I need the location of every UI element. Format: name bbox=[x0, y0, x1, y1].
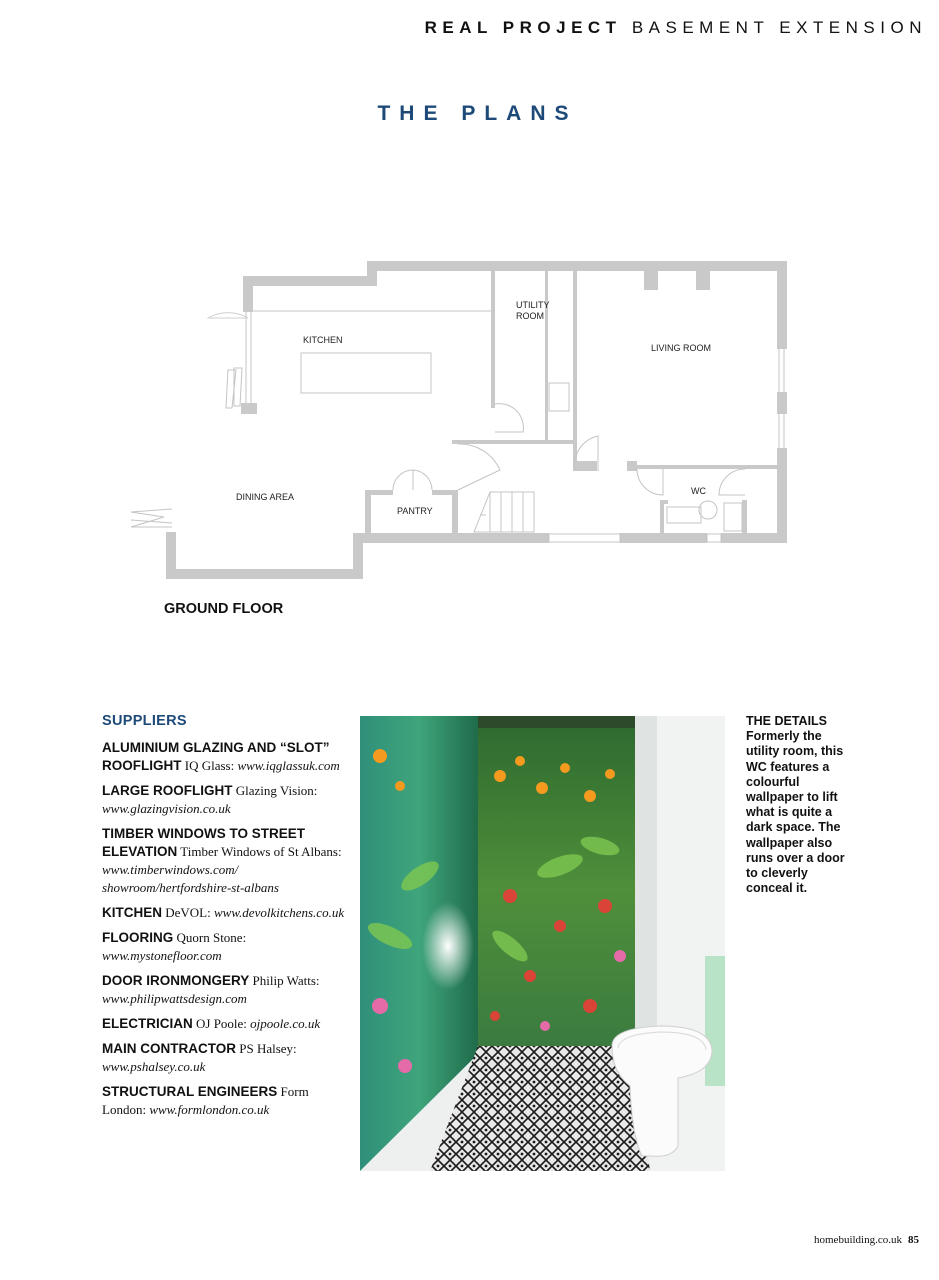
supplier-entry bbox=[102, 1015, 350, 1033]
supplier-company: Glazing Vision: bbox=[235, 783, 318, 798]
wc-photo bbox=[360, 716, 725, 1171]
supplier-company: PS Halsey: bbox=[239, 1041, 297, 1056]
supplier-item: FLOORING bbox=[102, 930, 174, 945]
supplier-entry bbox=[102, 1083, 350, 1119]
supplier-url: www.philipwattsdesign.com bbox=[102, 991, 247, 1006]
supplier-url: www.mystonefloor.com bbox=[102, 948, 222, 963]
supplier-url: www.iqglassuk.com bbox=[237, 758, 340, 773]
supplier-url: www.glazingvision.co.uk bbox=[102, 801, 231, 816]
details-caption bbox=[746, 714, 856, 896]
supplier-item: MAIN CONTRACTOR bbox=[102, 1041, 236, 1056]
supplier-url: www.devolkitchens.co.uk bbox=[214, 905, 345, 920]
floor-label: GROUND FLOOR bbox=[164, 601, 284, 617]
supplier-entry bbox=[102, 904, 350, 922]
suppliers-title: SUPPLIERS bbox=[102, 713, 187, 729]
room-label-kitchen: KITCHEN bbox=[303, 335, 343, 345]
supplier-entry bbox=[102, 1040, 350, 1076]
supplier-item: KITCHEN bbox=[102, 905, 162, 920]
supplier-url: ojpoole.co.uk bbox=[250, 1016, 321, 1031]
header-section: REAL PROJECT bbox=[424, 18, 622, 37]
page-number: 85 bbox=[908, 1234, 919, 1246]
supplier-entry bbox=[102, 782, 350, 818]
supplier-url: www.pshalsey.co.uk bbox=[102, 1059, 206, 1074]
supplier-url: www.timberwindows.com/ showroom/hertfordshire-st-albans bbox=[102, 862, 279, 895]
supplier-entry bbox=[102, 739, 350, 775]
supplier-company: Form London: bbox=[102, 1084, 309, 1117]
ground-floor-plan bbox=[128, 256, 794, 586]
supplier-url: www.formlondon.co.uk bbox=[149, 1102, 270, 1117]
suppliers-panel bbox=[102, 713, 350, 1126]
supplier-entry bbox=[102, 972, 350, 1008]
supplier-item: ALUMINIUM GLAZING AND “SLOT” ROOFLIGHT bbox=[102, 740, 330, 773]
supplier-company: Quorn Stone: bbox=[176, 930, 247, 945]
room-label-utility-2: ROOM bbox=[516, 311, 544, 321]
supplier-entry bbox=[102, 825, 350, 897]
header-topic: BASEMENT EXTENSION bbox=[631, 18, 927, 37]
running-header bbox=[425, 18, 927, 38]
plans-title: THE PLANS bbox=[377, 102, 578, 125]
supplier-company: IQ Glass: bbox=[184, 758, 235, 773]
supplier-item: STRUCTURAL ENGINEERS bbox=[102, 1084, 278, 1099]
details-title: THE DETAILS bbox=[746, 714, 828, 728]
room-label-utility-1: UTILITY bbox=[516, 300, 550, 310]
supplier-company: OJ Poole: bbox=[196, 1016, 247, 1031]
supplier-company: Philip Watts: bbox=[252, 973, 320, 988]
room-label-wc: WC bbox=[691, 486, 706, 496]
supplier-item: TIMBER WINDOWS TO STREET ELEVATION bbox=[102, 826, 305, 859]
supplier-entry bbox=[102, 929, 350, 965]
details-text: Formerly the utility room, this WC features a colourful wallpaper to lift what is quite a dark space. The wallpaper also runs over a door to cleverly conceal it. bbox=[746, 729, 845, 896]
page-footer bbox=[814, 1234, 919, 1246]
supplier-item: ELECTRICIAN bbox=[102, 1016, 193, 1031]
room-label-dining-area: DINING AREA bbox=[236, 492, 295, 502]
supplier-company: DeVOL: bbox=[165, 905, 211, 920]
footer-site: homebuilding.co.uk bbox=[814, 1234, 902, 1246]
room-label-living-room: LIVING ROOM bbox=[651, 343, 712, 353]
room-label-pantry: PANTRY bbox=[397, 506, 433, 516]
supplier-item: LARGE ROOFLIGHT bbox=[102, 783, 233, 798]
supplier-item: DOOR IRONMONGERY bbox=[102, 973, 250, 988]
supplier-company: Timber Windows of St Albans: bbox=[180, 844, 342, 859]
